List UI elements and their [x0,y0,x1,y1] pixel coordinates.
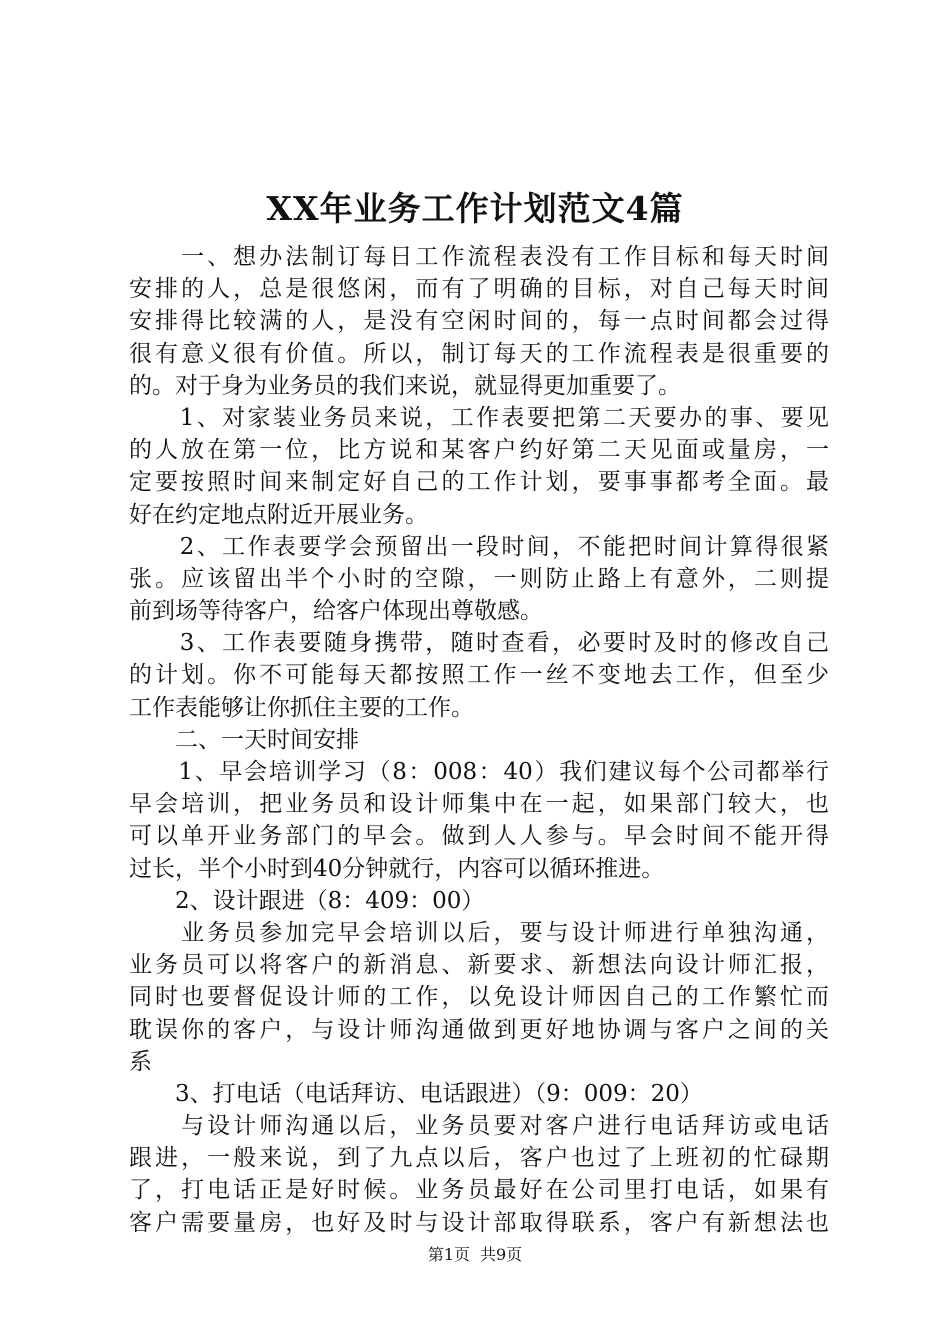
page-footer [0,1244,950,1266]
text-line: 2、工作表要学会预留出一段时间，不能把时间计算得很紧 [129,533,829,560]
text-line: 张。应该留出半个小时的空隙，一则防止路上有意外，二则提 [129,565,829,592]
text-line: 过长，半个小时到40分钟就行，内容可以循环推进。 [129,855,665,882]
document-title: XX年业务工作计划范文4篇 [266,189,684,228]
text-line: 客户需要量房，也好及时与设计部取得联系，客户有新想法也 [129,1209,829,1236]
text-line: 工作表能够让你抓住主要的工作。 [129,694,474,721]
text-line: 二、一天时间安排 [129,726,359,753]
text-line: 1、早会培训学习（8：008：40）我们建议每个公司都举行 [129,759,829,785]
text-line: 耽误你的客户，与设计师沟通做到更好地协调与客户之间的关 [129,1016,829,1043]
text-line: 系 [129,1048,152,1075]
text-line: 业务员参加完早会培训以后，要与设计师进行单独沟通， [129,919,829,946]
text-line: 安排得比较满的人，是没有空闲时间的，每一点时间都会过得 [129,308,829,335]
text-line: 的。对于身为业务员的我们来说，就显得更加重要了。 [129,372,681,399]
text-line: 安排的人，总是很悠闲，而有了明确的目标，对自己每天时间 [129,276,829,303]
text-line: 好在约定地点附近开展业务。 [129,501,428,528]
text-line: 2、设计跟进（8：409：00） [129,887,485,914]
text-line: 可以单开业务部门的早会。做到人人参与。早会时间不能开得 [129,823,829,850]
text-line: 一、想办法制订每日工作流程表没有工作目标和每天时间 [129,244,829,270]
text-line: 业务员可以将客户的新消息、新要求、新想法向设计师汇报， [129,952,829,979]
text-line: 早会培训，把业务员和设计师集中在一起，如果部门较大，也 [129,791,829,818]
text-line: 3、工作表要随身携带，随时查看，必要时及时的修改自己 [129,630,829,657]
text-line: 了，打电话正是好时候。业务员最好在公司里打电话，如果有 [129,1177,829,1204]
document-body [129,241,829,1239]
text-line: 跟进，一般来说，到了九点以后，客户也过了上班初的忙碌期 [129,1145,829,1172]
text-line: 的计划。你不可能每天都按照工作一丝不变地去工作，但至少 [129,662,829,689]
text-line: 3、打电话（电话拜访、电话跟进）（9：009：20） [129,1080,703,1107]
text-line: 很有意义很有价值。所以，制订每天的工作流程表是很重要的 [129,340,829,367]
page-number: 第1页 [427,1245,470,1264]
text-line: 与设计师沟通以后，业务员要对客户进行电话拜访或电话 [129,1113,829,1140]
text-line: 前到场等待客户，给客户体现出尊敬感。 [129,598,543,625]
text-line: 同时也要督促设计师的工作，以免设计师因自己的工作繁忙而 [129,984,829,1011]
text-line: 定要按照时间来制定好自己的工作计划，要事事都考全面。最 [129,469,829,496]
page-total: 共9页 [480,1245,523,1264]
text-line: 1、对家装业务员来说，工作表要把第二天要办的事、要见 [129,404,829,431]
text-line: 的人放在第一位，比方说和某客户约好第二天见面或量房，一 [129,437,829,464]
